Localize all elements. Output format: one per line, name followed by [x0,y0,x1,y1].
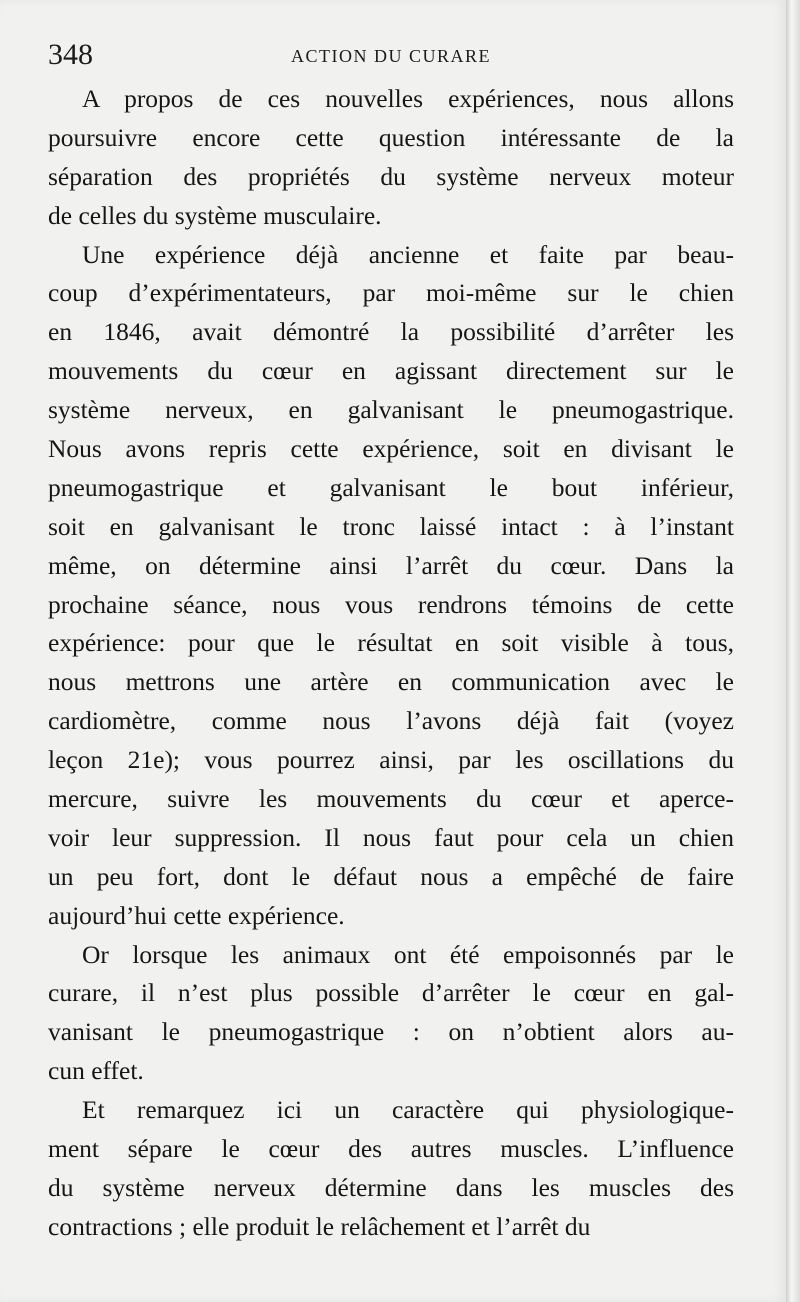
text-line: séparation des propriétés du système nerveux moteur [48,161,734,191]
text-line: du système nerveux détermine dans les muscles des [48,1172,734,1202]
text-line: voir leur suppression. Il nous faut pour cela un chien [48,822,734,852]
paragraph-4 [48,1091,734,1247]
text-line: mouvements du cœur en agissant directement sur le [48,356,734,386]
text-line: Nous avons repris cette expérience, soit en divisant le [48,434,734,464]
text-line: curare, il n’est plus possible d’arrêter le cœur en gal- [48,978,734,1008]
text-line: cardiomètre, comme nous l’avons déjà fait (voyez [48,706,734,736]
page-number: 348 [48,38,93,71]
text-line: expérience: pour que le résultat en soit visible à tous, [48,628,734,658]
text-line: ment sépare le cœur des autres muscles. L’influence [48,1134,734,1164]
text-line: Et remarquez ici un caractère qui physiologique- [82,1095,734,1125]
text-line: cun effet. [48,1056,144,1086]
text-line: en 1846, avait démontré la possibilité d’arrêter les [48,317,734,347]
text-line: même, on détermine ainsi l’arrêt du cœur. Dans la [48,550,734,580]
text-line: système nerveux, en galvanisant le pneumogastrique. [48,395,734,425]
text-line: aujourd’hui cette expérience. [48,900,345,930]
text-line: pneumogastrique et galvanisant le bout inférieur, [48,472,734,502]
text-line: poursuivre encore cette question intéressante de la [48,122,734,152]
text-line: leçon 21e); vous pourrez ainsi, par les oscillations du [48,745,734,775]
paragraph-1 [48,80,734,236]
text-line: A propos de ces nouvelles expériences, nous allons [82,84,734,113]
page-header [48,38,734,78]
paragraph-2 [48,236,734,936]
running-head: ACTION DU CURARE [290,46,491,66]
text-line: contractions ; elle produit le relâchement et l’arrêt du [48,1211,591,1241]
text-line: Une expérience déjà ancienne et faite par beau- [82,239,734,269]
text-line: vanisant le pneumogastrique : on n’obtient alors au- [48,1017,734,1047]
page-edge [786,0,800,1302]
text-line: de celles du système musculaire. [48,200,382,230]
text-line: Or lorsque les animaux ont été empoisonnés par le [82,939,734,969]
body-text [48,80,734,1247]
text-line: coup d’expérimentateurs, par moi-même sur le chien [48,278,734,308]
text-line: mercure, suivre les mouvements du cœur et aperce- [48,784,734,814]
text-line: prochaine séance, nous vous rendrons témoins de cette [48,589,734,619]
text-line: nous mettrons une artère en communication avec le [48,667,734,697]
text-line: soit en galvanisant le tronc laissé intact : à l’instant [48,511,734,541]
text-line: un peu fort, dont le défaut nous a empêché de faire [48,861,734,891]
paragraph-3 [48,936,734,1092]
